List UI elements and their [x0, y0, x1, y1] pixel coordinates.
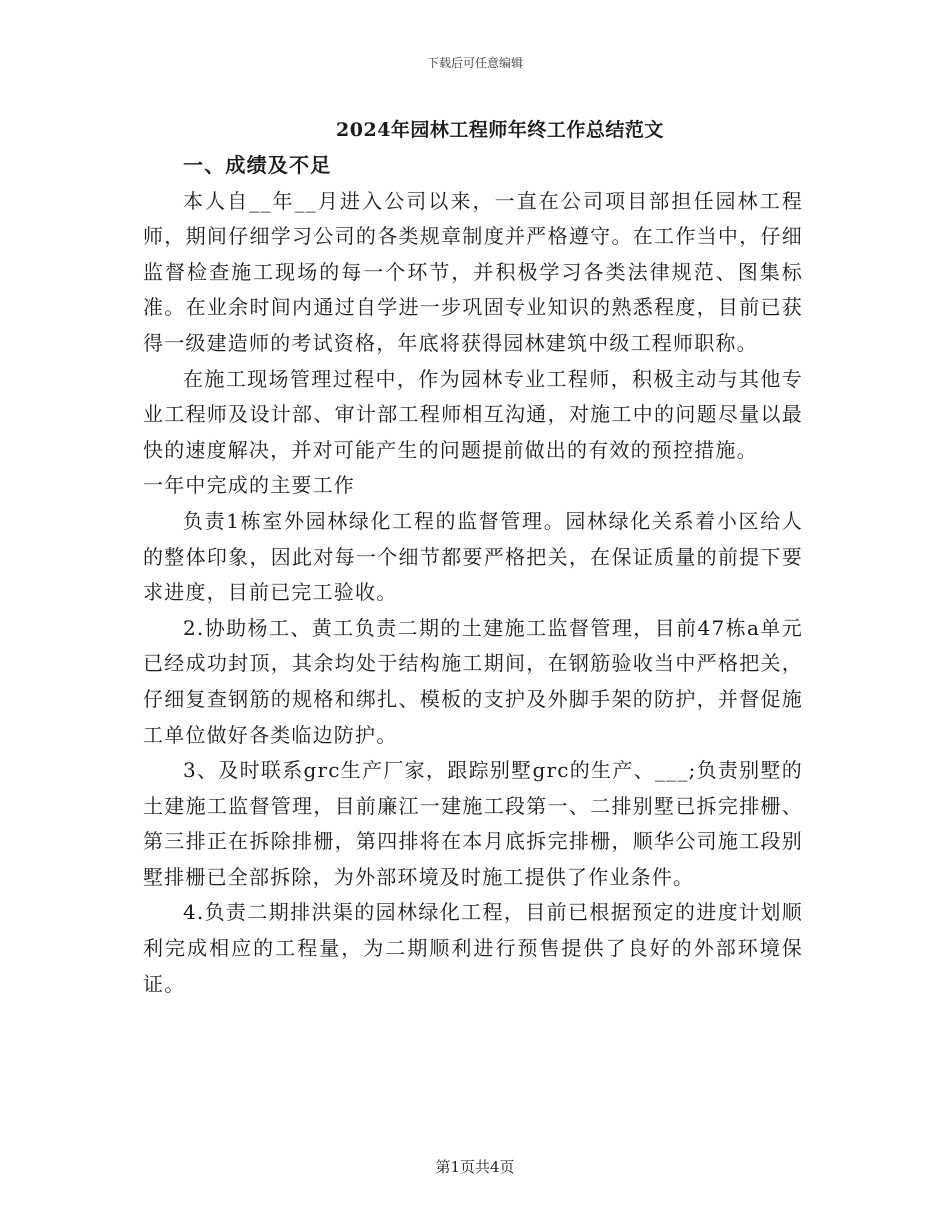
paragraph-site-management: 在施工现场管理过程中，作为园林专业工程师，积极主动与其他专业工程师及设计部、审计部工程师相互沟通，对施工中的问题尽量以最快的速度解决，并对可能产生的问题提前做出的有效的预控措施。 — [143, 366, 803, 462]
paragraph-main-work-heading: 一年中完成的主要工作 — [143, 473, 355, 498]
page-number: 第1页共4页 — [435, 1158, 515, 1176]
paragraph-item-2: 2.协助杨工、黄工负责二期的土建施工监督管理，目前47栋a单元已经成功封顶，其余均处于结构施工期间，在钢筋验收当中严格把关，仔细复查钢筋的规格和绑扎、模板的支护及外脚手架的防护，并督促施工单位做好各类临边防护。 — [143, 615, 803, 747]
paragraph-item-4: 4.负责二期排洪渠的园林绿化工程，目前已根据预定的进度计划顺利完成相应的工程量，为二期顺利进行预售提供了良好的外部环境保证。 — [143, 900, 803, 996]
paragraph-item-3: 3、及时联系grc生产厂家，跟踪别墅grc的生产、___;负责别墅的土建施工监督管理，目前廉江一建施工段第一、二排别墅已拆完排栅、第三排正在拆除排栅，第四排将在本月底拆完排栅，顺华公司施工段别墅排栅已全部拆除，为外部环境及时施工提供了作业条件。 — [143, 758, 803, 889]
section-heading: 一、成绩及不足 — [183, 153, 332, 177]
page-header-note: 下载后可任意编辑 — [426, 56, 523, 70]
paragraph-item-1: 负责1栋室外园林绿化工程的监督管理。园林绿化关系着小区给人的整体印象，因此对每一个细节都要严格把关，在保证质量的前提下要求进度，目前已完工验收。 — [143, 508, 803, 605]
document-body — [143, 148, 803, 1002]
document-title: 2024年园林工程师年终工作总结范文 — [336, 119, 664, 141]
paragraph-intro: 本人自__年__月进入公司以来，一直在公司项目部担任园林工程师，期间仔细学习公司的各类规章制度并严格遵守。在工作当中，仔细监督检查施工现场的每一个环节，并积极学习各类法律规范、图集标准。在业余时间内通过自学进一步巩固专业知识的熟悉程度，目前已获得一级建造师的考试资格，年底将获得园林建筑中级工程师职称。 — [143, 188, 803, 355]
